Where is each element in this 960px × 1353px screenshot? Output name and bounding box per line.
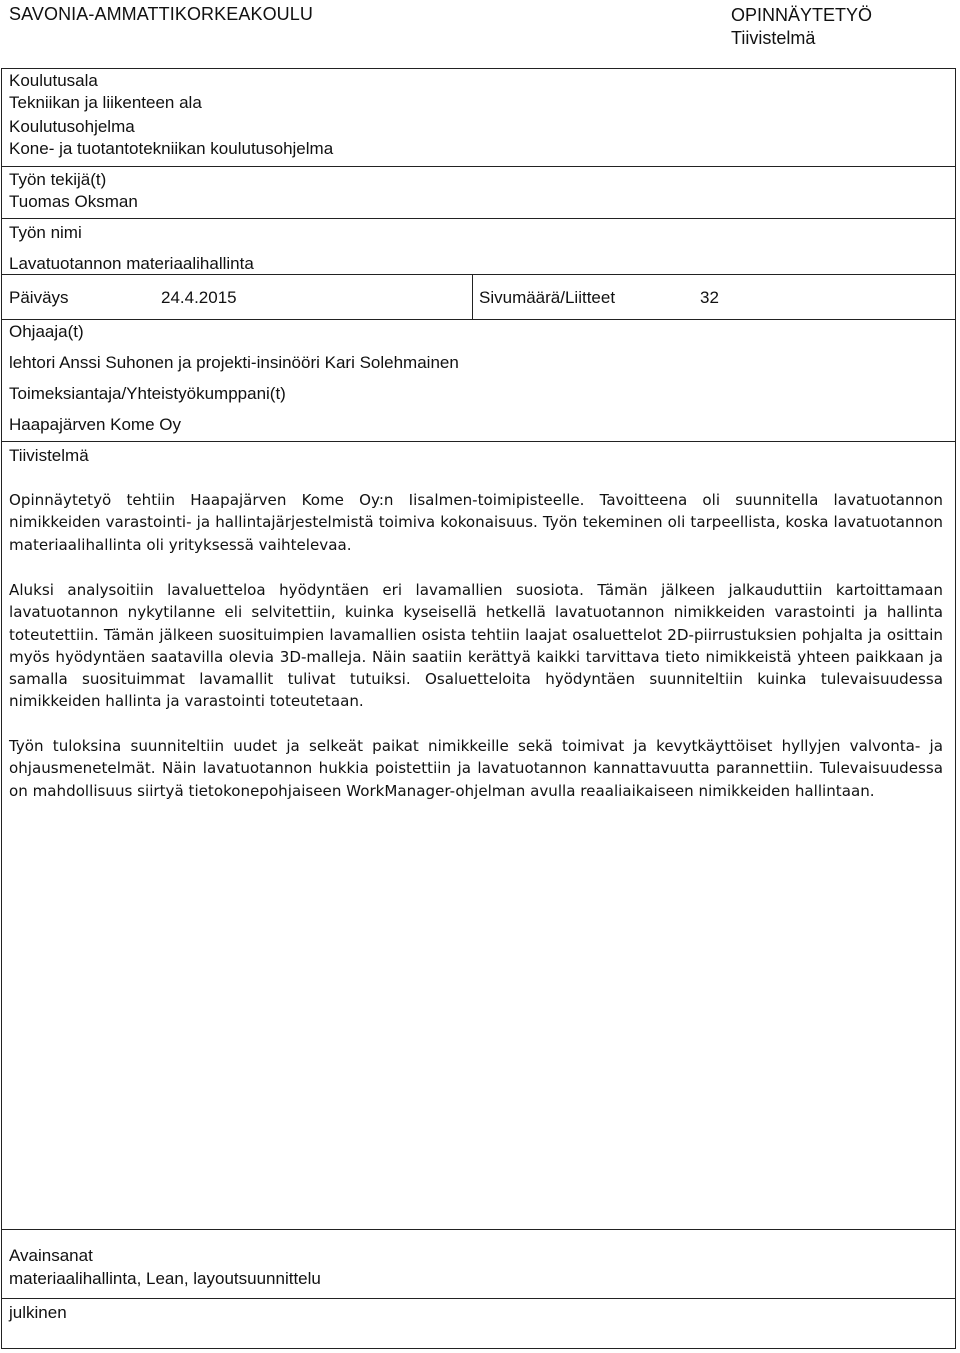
divider-publicity [1,1298,956,1299]
divider-date-pages [472,274,473,319]
divider-keywords [1,1229,956,1230]
author-label: Työn tekijä(t) [9,170,107,189]
keywords-value: materiaalihallinta, Lean, layoutsuunnittelu [9,1269,321,1288]
client-label: Toimeksiantaja/Yhteistyökumppani(t) [9,384,286,403]
date-value: 24.4.2015 [161,288,237,307]
author-value: Tuomas Oksman [9,192,138,211]
abstract-text-2 [9,579,943,713]
keywords-label: Avainsanat [9,1246,93,1265]
thesis-title-value: Lavatuotannon materiaalihallinta [9,254,254,273]
divider-author [1,166,956,167]
supervisor-label: Ohjaaja(t) [9,322,84,341]
abstract-paragraph-2: Aluksi analysoitiin lavaluetteloa hyödyntäen eri lavamallien suosiota. Tämän jälkeen jalkauduttiin kartoittamaan lavatuotannon nykytilanne eli selvitettiin, kuinka kyseisellä hetkellä lavatuotannon nimikkeiden varastointi ja hallinta toteutettiin. Tämän jälkeen suosituimpien lavamallien osista tehtiin laajat osaluettelot 2D-piirrustuksien pohjalta ja osittain myös hyödyntäen saatavilla olevia 3D-malleja. Näin saatiin kerättyä kaikki tarvittava tieto nimikkeistä yhteen paikkaan ja samalla suosituimmat lavamallit tulivat tutuiksi. Osaluetteloita hyödyntäen suunniteltiin kuinka tulevaisuudessa nimikkeiden hallinta ja varastointi toteutetaan. [9,581,943,711]
document-type [731,4,872,50]
degree-programme-label: Koulutusohjelma [9,117,135,136]
abstract-text [9,489,943,556]
field-of-study-value: Tekniikan ja liikenteen ala [9,93,202,112]
divider-title [1,218,956,219]
abstract-text-3 [9,735,943,802]
degree-programme-value: Kone- ja tuotantotekniikan koulutusohjelma [9,139,334,158]
field-of-study-label: Koulutusala [9,71,98,90]
thesis-title-label: Työn nimi [9,223,82,242]
abstract-paragraph-1: Opinnäytetyö tehtiin Haapajärven Kome Oy:n Iisalmen-toimipisteelle. Tavoitteena oli suunnitella lavatuotannon nimikkeiden varastointi- ja hallintajärjestelmistä toimiva kokonaisuus. Työn tekeminen oli tarpeellista, koska lavatuotannon materiaalihallinta oli yrityksessä vaihtelevaa. [9,491,943,554]
abstract-paragraph-3: Työn tuloksina suunniteltiin uudet ja selkeät paikat nimikkeille sekä toimivat ja kevytkäyttöiset hyllyjen valvonta- ja ohjausmenetelmät. Näin lavatuotannon hukkia poistettiin ja lavatuotannon kannattavuutta parannettiin. Tulevaisuudessa on mahdollisuus siirtyä tietokonepohjaiseen WorkManager-ohjelman avulla reaaliaikaiseen nimikkeiden hallintaan. [9,737,943,800]
pages-value: 32 [700,288,719,307]
institution-name: SAVONIA-AMMATTIKORKEAKOULU [9,4,313,24]
abstract-label: Tiivistelmä [9,446,89,465]
divider-abstract [1,441,956,442]
document-type-title: OPINNÄYTETYÖ [731,5,873,25]
document-type-subtitle: Tiivistelmä [731,28,816,48]
date-label: Päiväys [9,288,69,307]
client-value: Haapajärven Kome Oy [9,415,181,434]
pages-label: Sivumäärä/Liitteet [479,288,616,307]
divider-supervisor [1,319,956,320]
publicity-value: julkinen [9,1303,67,1322]
supervisor-value: lehtori Anssi Suhonen ja projekti-insinööri Kari Solehmainen [9,353,459,372]
